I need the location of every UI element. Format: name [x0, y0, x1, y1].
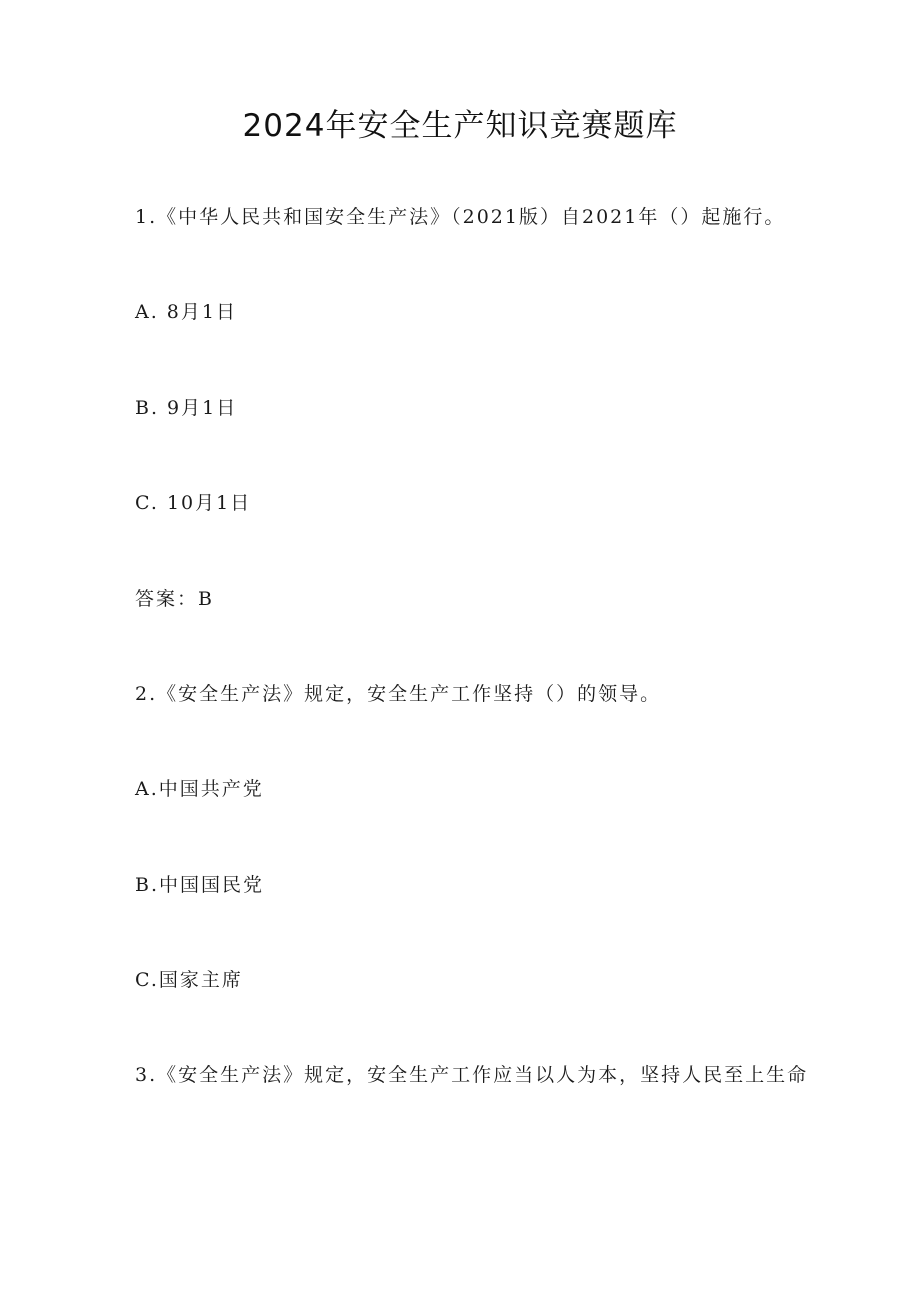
question-2-option-a: A.中国共产党 — [135, 778, 264, 800]
question-2-text: 2.《安全生产法》规定，安全生产工作坚持（）的领导。 — [135, 683, 662, 705]
question-1-option-c: C. 10月1日 — [135, 492, 252, 514]
question-1-answer: 答案：B — [135, 588, 214, 610]
question-1-option-b: B. 9月1日 — [135, 397, 238, 419]
question-2-option-c: C.国家主席 — [135, 969, 243, 991]
document-title: 2024年安全生产知识竞赛题库 — [242, 108, 678, 144]
question-1-text: 1.《中华人民共和国安全生产法》（2021版）自2021年（）起施行。 — [135, 206, 786, 228]
question-1-option-a: A. 8月1日 — [135, 301, 237, 323]
question-2-option-b: B.中国国民党 — [135, 874, 265, 896]
question-3-text: 3.《安全生产法》规定，安全生产工作应当以人为本，坚持人民至上生命 — [135, 1064, 809, 1086]
